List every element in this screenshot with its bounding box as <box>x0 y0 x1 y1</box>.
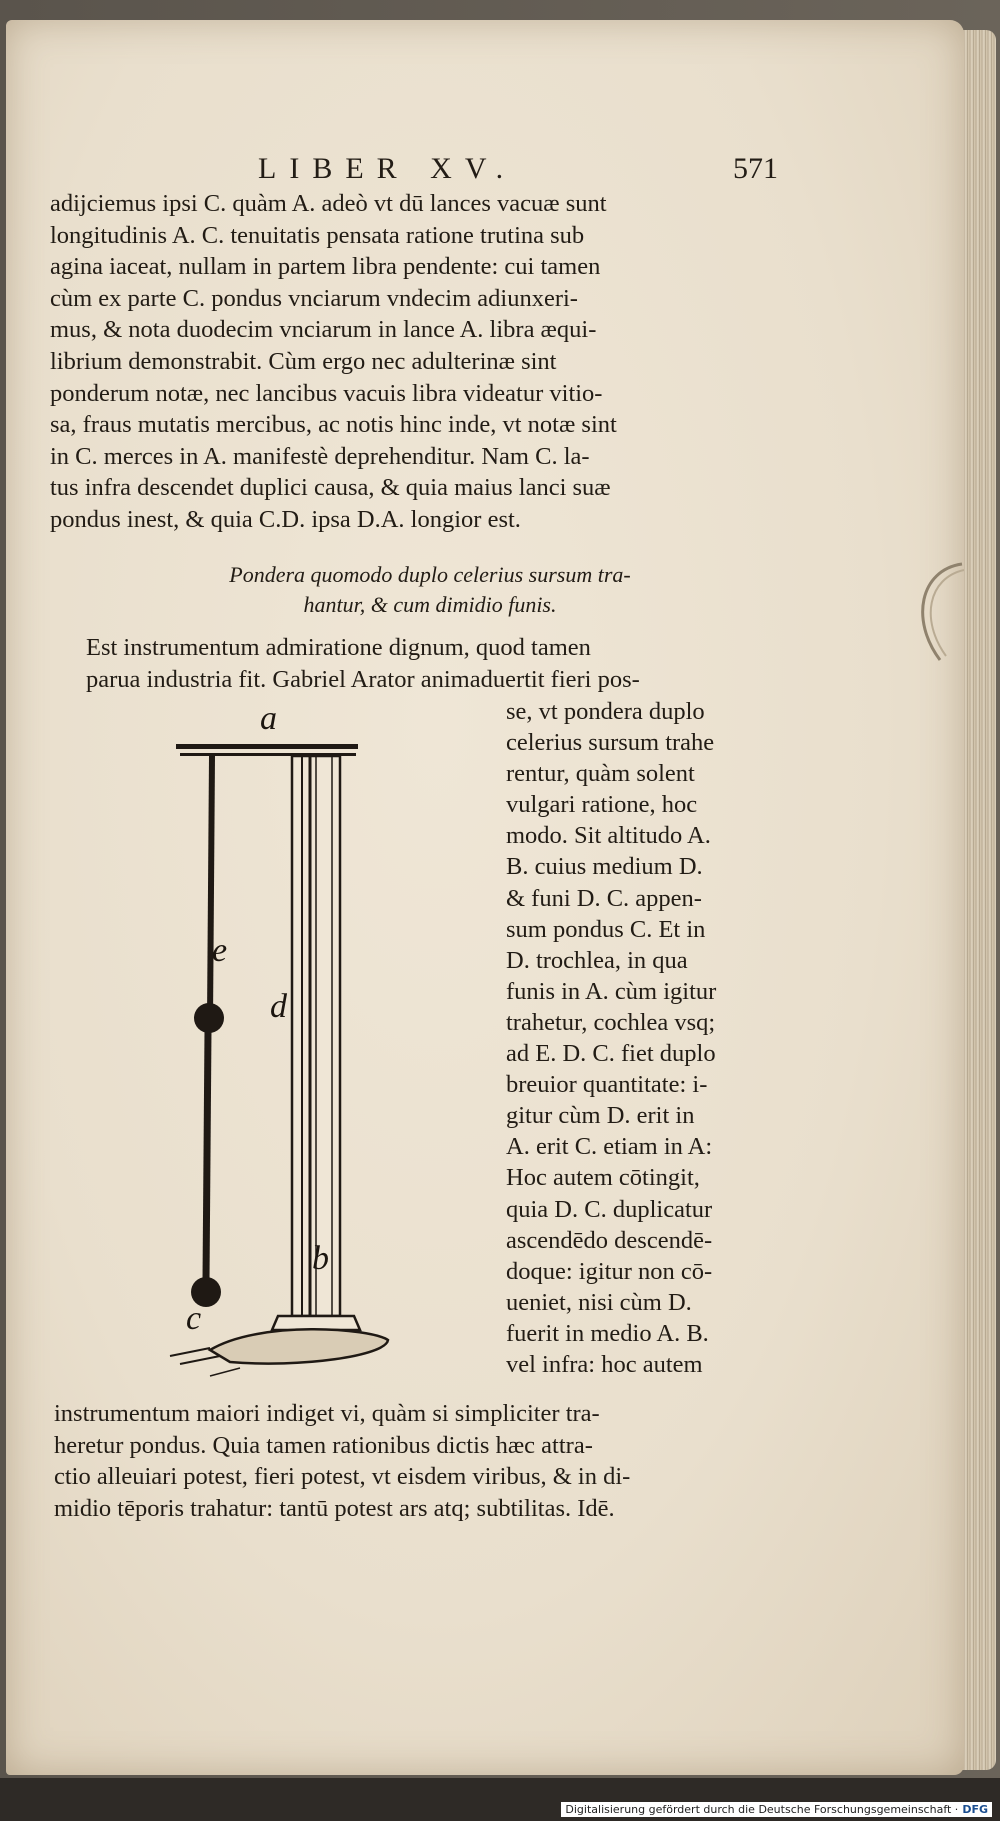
column-base <box>272 1316 360 1330</box>
bottom-paragraph <box>54 1398 794 1524</box>
label-e: e <box>212 932 228 969</box>
text-line: longitudinis A. C. tenuitatis pensata ratione trutina sub <box>50 221 585 249</box>
label-c: c <box>186 1300 202 1337</box>
text-line: Hoc autem cōtingit, <box>506 1164 700 1192</box>
caption-line: Pondera quomodo duplo celerius sursum tra- <box>229 562 631 587</box>
text-line: vulgari ratione, hoc <box>506 791 698 819</box>
text-line: ascendēdo descendē- <box>506 1226 713 1254</box>
text-line: cùm ex parte C. pondus vnciarum vndecim adiunxeri- <box>50 284 578 312</box>
dfg-logo: DFG <box>962 1803 988 1816</box>
ground-line <box>170 1348 210 1356</box>
rope-lower <box>206 1030 208 1280</box>
text-line: doque: igitur non cō- <box>506 1257 713 1285</box>
credit-text: Digitalisierung gefördert durch die Deutsche Forschungsgemeinschaft · <box>565 1803 959 1816</box>
text-line: D. trochlea, in qua <box>506 946 688 974</box>
label-b: b <box>312 1240 329 1277</box>
text-line: rentur, quàm solent <box>506 760 695 788</box>
text-line: tus infra descendet duplici causa, & quia maius lanci suæ <box>50 474 611 502</box>
footer-bar <box>0 1778 1000 1821</box>
base-plinth <box>210 1329 388 1363</box>
page-number: 571 <box>733 152 778 185</box>
text-line: breuior quantitate: i- <box>506 1071 708 1099</box>
pulley-d <box>194 1003 224 1033</box>
text-line: ad E. D. C. fiet duplo <box>506 1040 716 1068</box>
text-line: vel infra: hoc autem <box>506 1350 703 1378</box>
text-line: celerius sursum trahe <box>506 729 715 757</box>
text-line: heretur pondus. Quia tamen rationibus dictis hæc attra- <box>54 1431 593 1459</box>
text-line: parua industria fit. Gabriel Arator animaduertit fieri pos- <box>86 665 640 693</box>
text-line: instrumentum maiori indiget vi, quàm si simpliciter tra- <box>54 1400 600 1427</box>
text-line: funis in A. cùm igitur <box>506 977 717 1005</box>
text-line: B. cuius medium D. <box>506 853 703 881</box>
funding-credit <box>561 1802 992 1817</box>
crossbeam <box>176 744 358 749</box>
text-line: trahetur, cochlea vsq; <box>506 1008 716 1036</box>
book-page-edges <box>962 30 996 1770</box>
label-a: a <box>260 700 277 737</box>
text-line: sum pondus C. Et in <box>506 915 706 943</box>
page-fold-curl <box>910 560 966 670</box>
text-line: ctio alleuiari potest, fieri potest, vt eisdem viribus, & in di- <box>54 1463 631 1491</box>
rope-upper <box>210 756 212 1020</box>
text-line: A. erit C. etiam in A: <box>506 1133 713 1161</box>
text-line: mus, & nota duodecim vnciarum in lance A. libra æqui- <box>50 316 597 344</box>
text-line: agina iaceat, nullam in partem libra pendente: cui tamen <box>50 253 601 281</box>
top-paragraph <box>50 188 780 536</box>
text-line: adijciemus ipsi C. quàm A. adeò vt dū lances vacuæ sunt <box>50 190 607 217</box>
pulley-illustration <box>150 700 450 1380</box>
caption-line: hantur, & cum dimidio funis. <box>303 592 557 617</box>
text-line: gitur cùm D. erit in <box>506 1102 695 1130</box>
text-line: in C. merces in A. manifestè deprehenditur. Nam C. la- <box>50 442 590 470</box>
label-d: d <box>270 988 287 1025</box>
text-line: quia D. C. duplicatur <box>506 1195 713 1223</box>
text-line: ponderum notæ, nec lancibus vacuis libra videatur vitio- <box>50 379 603 407</box>
ground-line <box>210 1368 240 1376</box>
text-line: midio tēporis trahatur: tantū potest ars atq; subtilitas. Idē. <box>54 1494 615 1522</box>
intro-paragraph <box>86 632 786 695</box>
text-line: Est instrumentum admiratione dignum, quod tamen <box>86 634 591 661</box>
text-line: librium demonstrabit. Cùm ergo nec adulterinæ sint <box>50 347 557 375</box>
text-line: & funi D. C. appen- <box>506 884 702 912</box>
ground-line <box>180 1356 220 1364</box>
text-line: se, vt pondera duplo <box>506 698 705 725</box>
section-caption <box>150 560 710 620</box>
running-title: LIBER XV. <box>258 152 517 185</box>
pulley-woodcut <box>150 700 450 1380</box>
text-line: modo. Sit altitudo A. <box>506 822 711 850</box>
text-line: pondus inest, & quia C.D. ipsa D.A. longior est. <box>50 505 521 533</box>
text-line: sa, fraus mutatis mercibus, ac notis hinc inde, vt notæ sint <box>50 411 617 439</box>
side-paragraph <box>506 696 806 1380</box>
text-line: fuerit in medio A. B. <box>506 1319 709 1347</box>
text-line: ueniet, nisi cùm D. <box>506 1288 692 1316</box>
